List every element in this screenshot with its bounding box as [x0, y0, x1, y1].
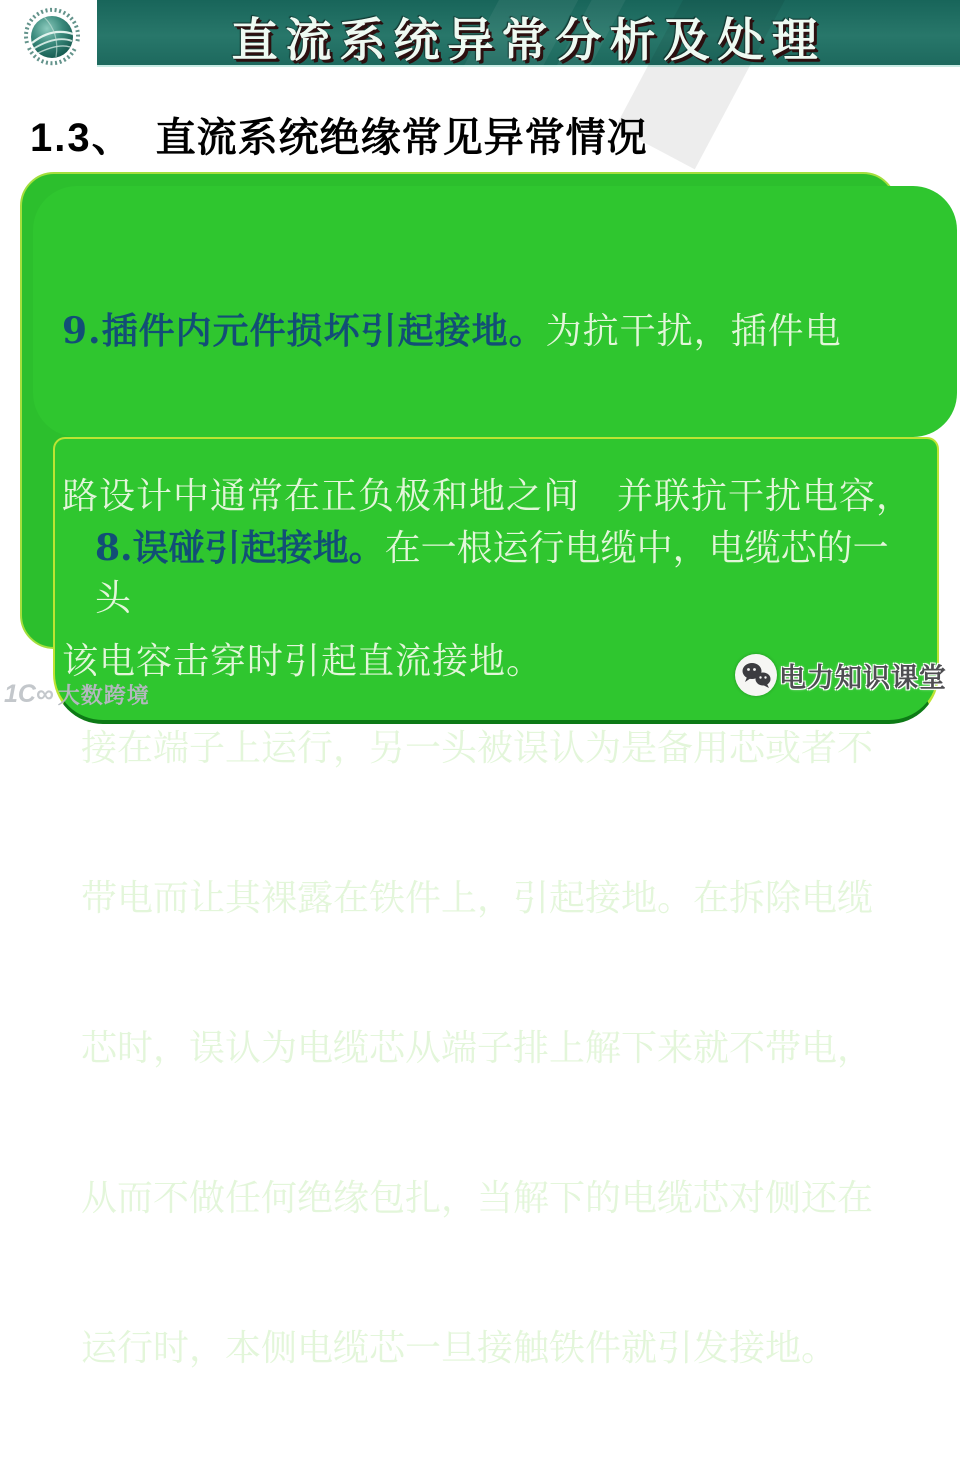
dashukuajing-label: 大数跨境: [57, 683, 150, 708]
item8-line4: 芯时，误认为电缆芯从端子排上解下来就不带电，: [81, 1028, 874, 1069]
item8-line3: 带电而让其裸露在铁件上，引起接地。在拆除电缆: [81, 878, 874, 919]
wechat-chat-bubbles-icon: [735, 654, 777, 696]
dianli-zhishi-ketang-label: 电力知识课堂: [779, 662, 947, 693]
section-heading: [30, 106, 930, 163]
watermark-dashukuajing: [4, 679, 150, 710]
item9-line1-rest: 为抗干扰，插件电: [545, 311, 842, 352]
item8-highlight: 8.误碰引起接地。: [95, 527, 385, 569]
section-title: 直流系统绝缘常见异常情况: [155, 116, 648, 160]
item9-line1: [62, 304, 937, 359]
item9-paragraph: [62, 194, 937, 799]
item8-line2: 接在端子上运行，另一头被误认为是备用芯或者不: [81, 728, 874, 769]
slide-title: 直流系统异常分析及处理: [231, 13, 826, 67]
dashukuajing-logo-icon: 1C∞: [4, 680, 54, 708]
title-bar: [97, 0, 960, 67]
item8-line1-rest: 在一根运行电缆中，电缆芯的一头: [95, 528, 889, 619]
globe-orbit-logo-icon: [16, 3, 88, 71]
section-number: 1.3、: [30, 116, 134, 160]
item8-line5: 从而不做任何绝缘包扎，当解下的电缆芯对侧还在: [81, 1178, 874, 1219]
item9-line2: 路设计中通常在正负极和地之间 并联抗干扰电容，: [62, 476, 914, 517]
item9-highlight: 9.插件内元件损坏引起接地。: [62, 310, 546, 352]
item9-line3: 该电容击穿时引起直流接地。: [62, 641, 544, 682]
item8-line6: 运行时，本侧电缆芯一旦接触铁件就引发接地。: [81, 1328, 838, 1369]
watermark-dianli-zhishi-ketang: [735, 654, 947, 696]
